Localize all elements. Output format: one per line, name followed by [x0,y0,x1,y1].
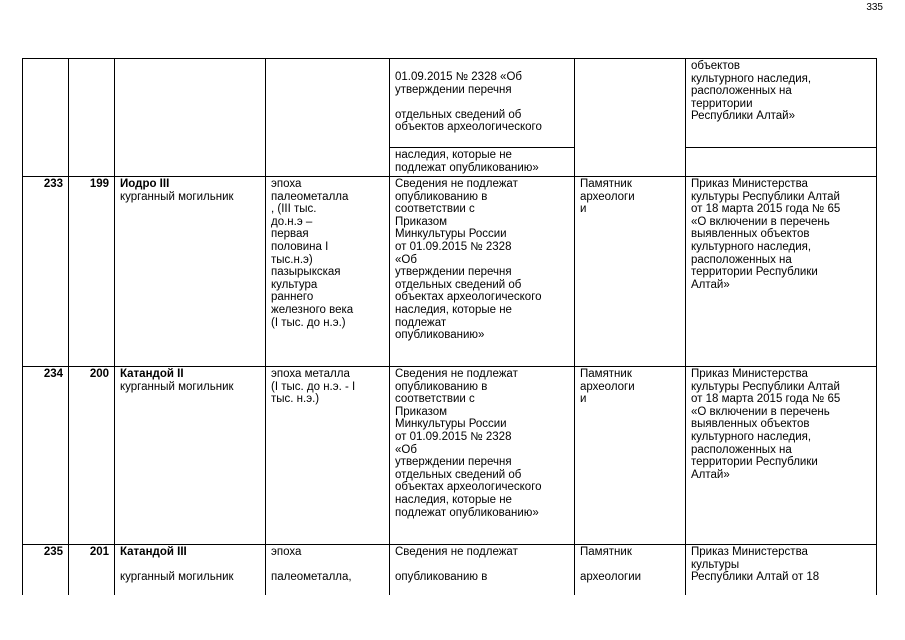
heritage-register-table [22,58,877,595]
object-type: курганный могильник [120,190,234,203]
continuation-info-part2: наследия, которые не подлежат опубликованию» [390,148,575,177]
object-name-cell [115,177,266,367]
row-number: 235 [23,545,69,595]
continuation-order: объектов культурного наследия, расположенных на территории Республики Алтай» [686,59,877,148]
category-cell: Памятник археологии [575,545,686,595]
page-number: 335 [866,2,883,13]
dating-cell: эпоха палеометалла, [266,545,390,595]
dating-cell: эпоха палеометалла , (III тыс. до.н.э – первая половина I тыс.н.э) пазырыкская культура раннего железного века (I тыс. до н.э.) [266,177,390,367]
object-type: курганный могильник [120,571,234,584]
object-number: 199 [69,177,115,367]
object-name-cell [115,545,266,595]
order-cell: Приказ Министерства культуры Республики Алтай от 18 марта 2015 года № 65 «О включении в перечень выявленных объектов культурного наследия, расположенных на территории Республики Алтай» [686,177,877,367]
table-row [23,367,877,545]
object-name-cell [115,367,266,545]
object-number: 200 [69,367,115,545]
info-cell: Сведения не подлежат опубликованию в [390,545,575,595]
row-number: 234 [23,367,69,545]
continuation-info-part1: 01.09.2015 № 2328 «Об утверждении перечня отдельных сведений об объектов археологического [390,59,575,148]
object-name: Катандой III [120,546,187,558]
continuation-row-tail [23,148,877,177]
info-cell: Сведения не подлежат опубликованию в соответствии с Приказом Минкультуры России от 01.09.2015 № 2328 «Об утверждении перечня отдельных сведений об объектах археологического наследия, которые не подлежат опубликованию» [390,177,575,367]
object-name: Иодро III [120,178,170,190]
category-cell: Памятник археологи и [575,367,686,545]
order-cell: Приказ Министерства культуры Республики Алтай от 18 марта 2015 года № 65 «О включении в перечень выявленных объектов культурного наследия, расположенных на территории Республики Алтай» [686,367,877,545]
info-cell: Сведения не подлежат опубликованию в соответствии с Приказом Минкультуры России от 01.09.2015 № 2328 «Об утверждении перечня отдельных сведений об объектах археологического наследия, которые не подлежат опубликованию» [390,367,575,545]
continuation-row [23,59,877,148]
table-row [23,177,877,367]
object-type: курганный могильник [120,380,234,393]
table-row [23,545,877,595]
object-number: 201 [69,545,115,595]
category-cell: Памятник археологи и [575,177,686,367]
row-number: 233 [23,177,69,367]
dating-cell: эпоха металла (I тыс. до н.э. - I тыс. н.э.) [266,367,390,545]
order-cell: Приказ Министерства культуры Республики Алтай от 18 [686,545,877,595]
object-name: Катандой II [120,368,184,380]
